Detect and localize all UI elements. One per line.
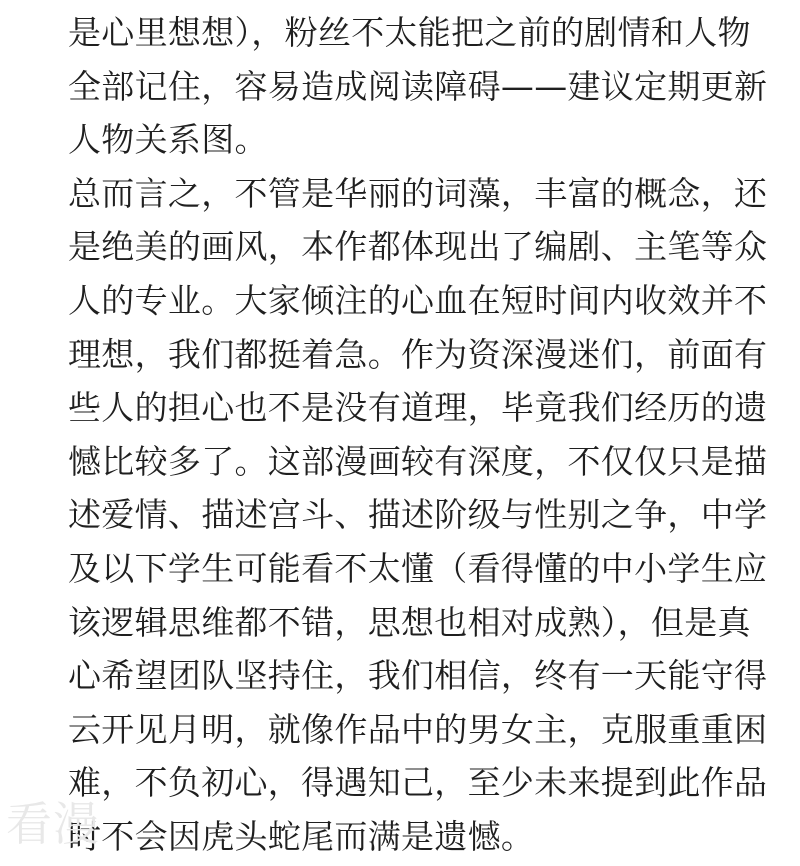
text-line: 难，不负初心，得遇知己，至少未来提到此作品 [68, 763, 768, 803]
text-line: 理想，我们都挺着急。作为资深漫迷们，前面有 [68, 334, 768, 374]
text-line: 该逻辑思维都不错，思想也相对成熟），但是真 [68, 602, 751, 642]
text-line: 全部记住，容易造成阅读障碍——建议定期更新 [68, 66, 768, 106]
text-line: 是心里想想），粉丝不太能把之前的剧情和人物 [68, 13, 751, 52]
text-line: 些人的担心也不是没有道理，毕竟我们经历的遗 [68, 388, 768, 428]
text-line: 述爱情、描述宫斗、描述阶级与性别之争，中学 [68, 495, 768, 535]
text-line: 总而言之，不管是华丽的词藻，丰富的概念，还 [68, 173, 768, 213]
text-line: 人的专业。大家倾注的心血在短时间内收效并不 [68, 280, 768, 320]
text-line: 及以下学生可能看不太懂（看得懂的中小学生应 [68, 548, 768, 588]
article-body [68, 6, 768, 864]
text-line: 是绝美的画风，本作都体现出了编剧、主笔等众 [68, 227, 768, 267]
text-line: 云开见月明，就像作品中的男女主，克服重重困 [68, 709, 768, 749]
text-line: 憾比较多了。这部漫画较有深度，不仅仅只是描 [68, 441, 768, 481]
text-line: 时不会因虎头蛇尾而满是遗憾。 [68, 816, 535, 856]
watermark-logo: 看漫 [6, 797, 100, 851]
text-line: 心希望团队坚持住，我们相信，终有一天能守得 [68, 656, 768, 696]
text-line: 人物关系图。 [68, 120, 268, 160]
